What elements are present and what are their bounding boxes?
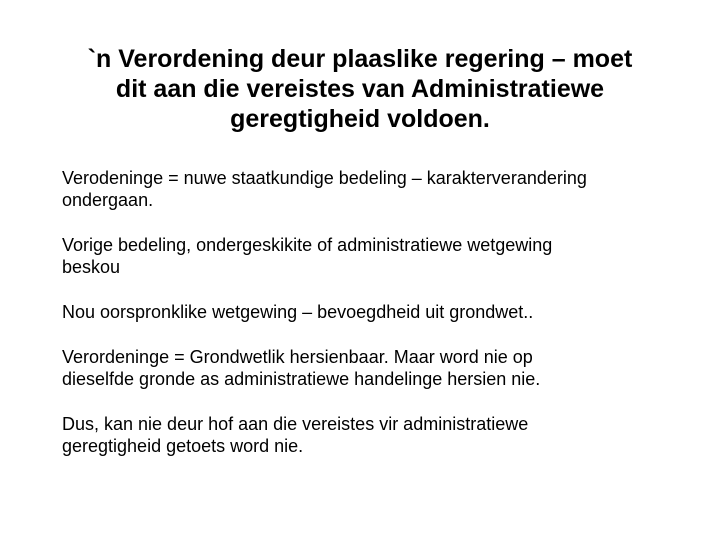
paragraph-new-dispensation <box>62 167 692 211</box>
paragraph-previous-dispensation <box>62 234 692 278</box>
paragraph-line: ondergaan. <box>62 190 154 210</box>
paragraph-original-legislation <box>62 301 692 323</box>
paragraph-line: Verordeninge = Grondwetlik hersienbaar. Maar word nie op <box>62 347 533 367</box>
title-line: geregtigheid voldoen. <box>230 105 490 133</box>
title-line: `n Verordening deur plaaslike regering – moet <box>87 45 633 73</box>
title-line: dit aan die vereistes van Administratiewe <box>115 75 605 103</box>
slide-body <box>62 167 692 480</box>
paragraph-line: beskou <box>62 257 121 277</box>
paragraph-line: Vorige bedeling, ondergeskikite of administratiewe wetgewing <box>62 235 553 255</box>
paragraph-conclusion <box>62 413 692 457</box>
paragraph-constitutional-review <box>62 346 692 390</box>
paragraph-line: geregtigheid getoets word nie. <box>62 436 304 456</box>
paragraph-line: Nou oorspronklike wetgewing – bevoegdheid uit grondwet.. <box>62 302 534 322</box>
paragraph-line: dieselfde gronde as administratiewe handelinge hersien nie. <box>62 369 541 389</box>
paragraph-line: Dus, kan nie deur hof aan die vereistes vir administratiewe <box>62 414 529 434</box>
paragraph-line: Verodeninge = nuwe staatkundige bedeling – karakterverandering <box>62 168 587 188</box>
slide-title <box>40 44 680 134</box>
